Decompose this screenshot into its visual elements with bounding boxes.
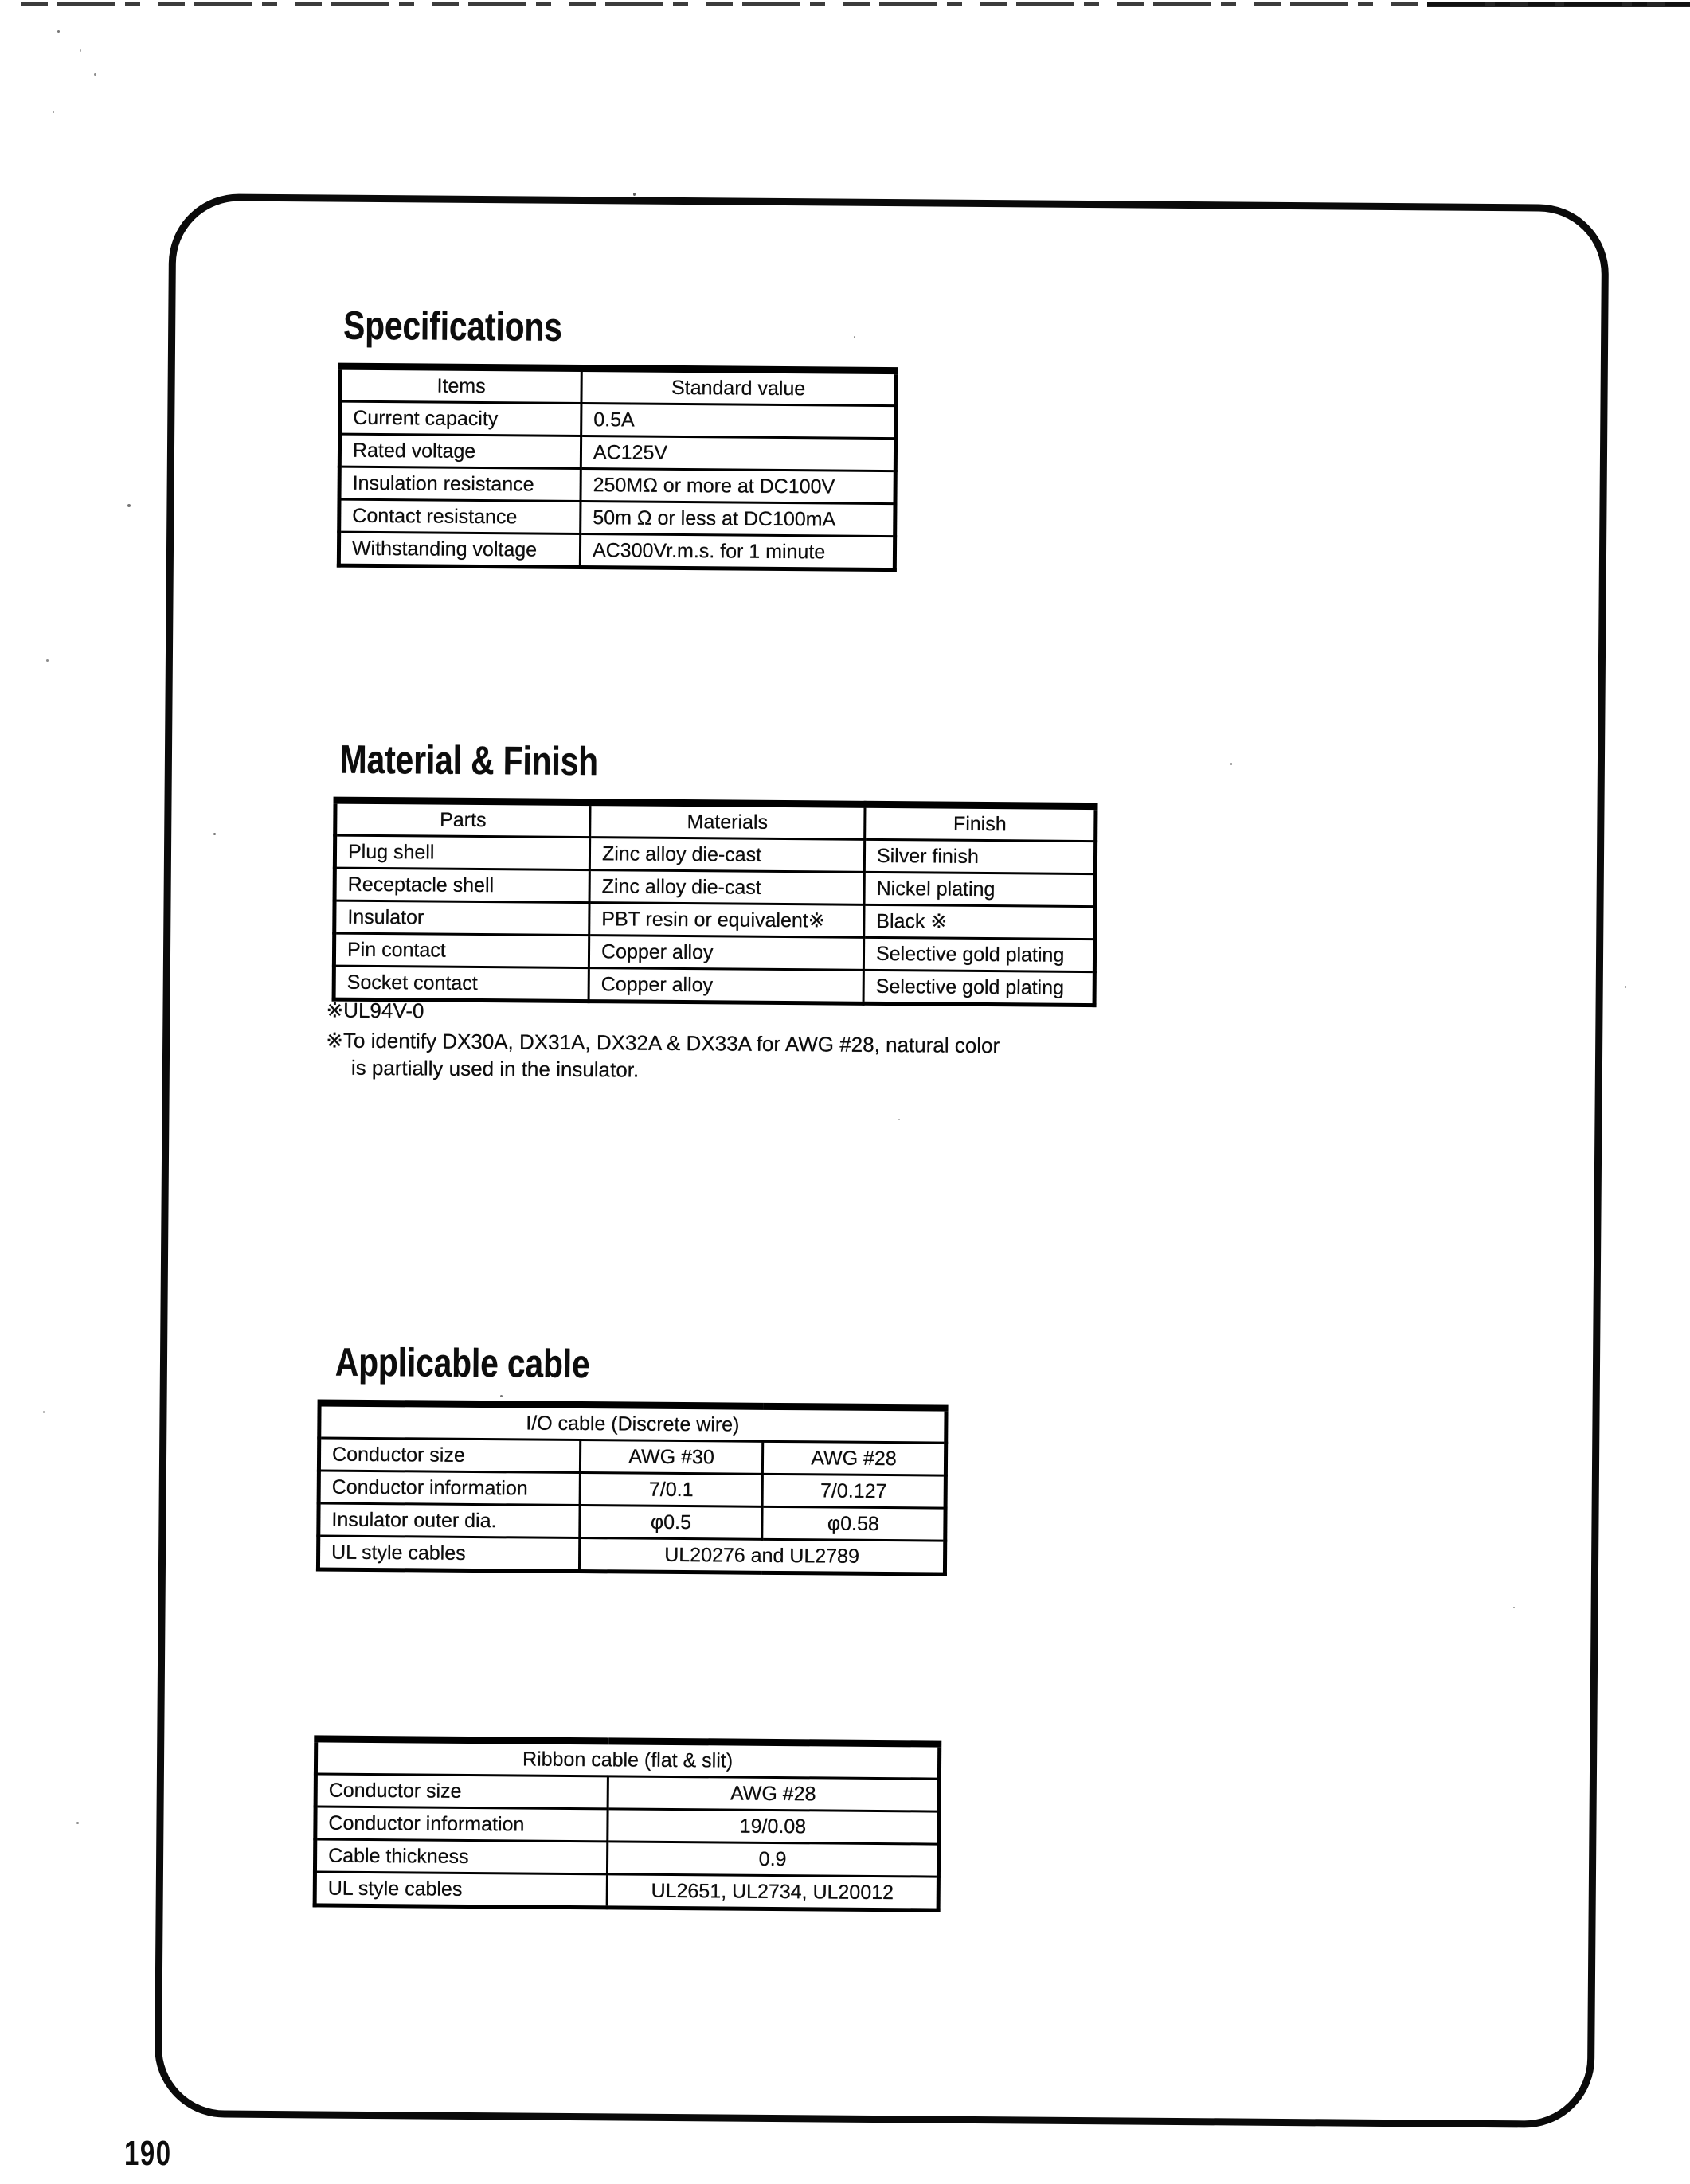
table-row xyxy=(315,1839,938,1877)
scan-speck xyxy=(76,1822,79,1824)
table-cell: Black ※ xyxy=(864,904,1095,939)
table-header-row xyxy=(340,366,896,405)
table-cell: Selective gold plating xyxy=(863,970,1094,1005)
table-cell: Rated voltage xyxy=(339,434,581,468)
table-row xyxy=(315,1807,939,1844)
scan-speck xyxy=(898,1119,900,1120)
table-row xyxy=(334,966,1094,1005)
column-header: Materials xyxy=(590,803,865,840)
table-cell: Zinc alloy die-cast xyxy=(589,870,864,905)
table-row xyxy=(338,532,894,569)
table-cell: UL2651, UL2734, UL20012 xyxy=(607,1874,938,1910)
table-title: I/O cable (Discrete wire) xyxy=(319,1403,946,1443)
table-row xyxy=(315,1872,938,1910)
table-header-row xyxy=(335,800,1096,841)
scan-speck xyxy=(213,833,216,835)
table-cell: UL20276 and UL2789 xyxy=(579,1538,945,1575)
table-cell: AC300Vr.m.s. for 1 minute xyxy=(580,534,894,570)
table-row xyxy=(339,499,895,536)
table-cell: φ0.5 xyxy=(580,1506,762,1540)
table-cell: Pin contact xyxy=(334,933,589,968)
table-cell: 19/0.08 xyxy=(608,1809,939,1844)
table-cell: UL style cables xyxy=(315,1872,607,1908)
table-row xyxy=(319,1438,945,1475)
scan-edge-artifact-solid xyxy=(1427,2,1690,7)
table-cell: Zinc alloy die-cast xyxy=(589,838,864,873)
ribbon-cable-table xyxy=(313,1735,942,1912)
column-header: Parts xyxy=(335,800,590,838)
table-row xyxy=(319,1471,945,1508)
scan-speck xyxy=(53,111,54,113)
table-title-row xyxy=(315,1739,939,1779)
scan-speck xyxy=(500,1395,503,1397)
table-cell: Copper alloy xyxy=(589,968,863,1004)
table-cell: Conductor information xyxy=(315,1807,608,1842)
column-header: Items xyxy=(340,366,581,403)
table-cell: 7/0.1 xyxy=(580,1473,762,1507)
footnote-identify: ※To identify DX30A, DX31A, DX32A & DX33A for AWG #28, natural color is partially used in the insulator. xyxy=(326,1028,1000,1082)
table-cell: PBT resin or equivalent※ xyxy=(589,903,864,938)
page-border-frame xyxy=(155,193,1610,2128)
table-cell: Conductor size xyxy=(319,1438,580,1473)
table-cell: 50m Ω or less at DC100mA xyxy=(581,502,895,537)
scan-speck xyxy=(854,336,855,338)
table-row xyxy=(339,467,895,503)
table-cell: Selective gold plating xyxy=(863,937,1094,971)
table-row xyxy=(315,1774,939,1811)
column-header: Standard value xyxy=(581,369,896,406)
table-cell: AWG #30 xyxy=(580,1440,762,1475)
scan-speck xyxy=(57,30,60,33)
footnote-ul94: ※UL94V-0 xyxy=(326,998,424,1023)
scan-speck xyxy=(43,1411,45,1413)
table-cell: 7/0.127 xyxy=(762,1474,945,1508)
table-cell: Contact resistance xyxy=(339,499,581,533)
table-title-row xyxy=(319,1403,946,1443)
table-cell: Receptacle shell xyxy=(334,868,589,903)
table-cell: 0.9 xyxy=(607,1842,938,1877)
table-cell: Current capacity xyxy=(340,401,581,436)
table-cell: Copper alloy xyxy=(589,936,863,971)
material-finish-heading: Material & Finish xyxy=(339,736,599,784)
applicable-cable-heading: Applicable cable xyxy=(334,1339,590,1387)
table-cell: AWG #28 xyxy=(762,1441,945,1475)
table-cell: Nickel plating xyxy=(864,872,1095,906)
table-cell: Insulator outer dia. xyxy=(319,1503,580,1538)
table-row xyxy=(339,434,895,471)
table-cell: Cable thickness xyxy=(315,1839,607,1874)
table-cell: AWG #28 xyxy=(608,1776,939,1811)
specifications-table xyxy=(337,363,898,572)
scan-speck xyxy=(1513,1607,1515,1608)
table-cell: Silver finish xyxy=(864,839,1095,873)
scan-speck xyxy=(46,659,49,662)
table-row xyxy=(340,401,896,438)
table-row xyxy=(318,1536,945,1574)
io-cable-table xyxy=(316,1399,949,1576)
scan-speck xyxy=(633,193,636,196)
table-cell: Conductor information xyxy=(319,1471,580,1506)
table-cell: Socket contact xyxy=(334,966,589,1002)
specifications-heading: Specifications xyxy=(343,303,563,350)
table-cell: UL style cables xyxy=(318,1536,579,1572)
table-cell: φ0.58 xyxy=(762,1506,945,1541)
page-number: 190 xyxy=(124,2134,172,2173)
scan-speck xyxy=(80,49,81,52)
table-cell: Insulation resistance xyxy=(339,467,581,501)
table-cell: Plug shell xyxy=(334,835,589,870)
table-cell: Conductor size xyxy=(315,1774,608,1809)
table-title: Ribbon cable (flat & slit) xyxy=(315,1739,939,1779)
column-header: Finish xyxy=(865,804,1096,841)
scan-speck xyxy=(1625,986,1626,988)
material-finish-table xyxy=(332,797,1098,1008)
table-cell: Insulator xyxy=(334,901,589,936)
scan-speck xyxy=(94,73,96,76)
table-cell: 250MΩ or more at DC100V xyxy=(581,469,895,504)
scan-speck xyxy=(127,504,131,507)
table-cell: Withstanding voltage xyxy=(338,532,580,567)
table-cell: AC125V xyxy=(581,436,895,471)
scan-speck xyxy=(1230,763,1232,765)
table-row xyxy=(319,1503,945,1541)
table-cell: 0.5A xyxy=(581,404,896,439)
